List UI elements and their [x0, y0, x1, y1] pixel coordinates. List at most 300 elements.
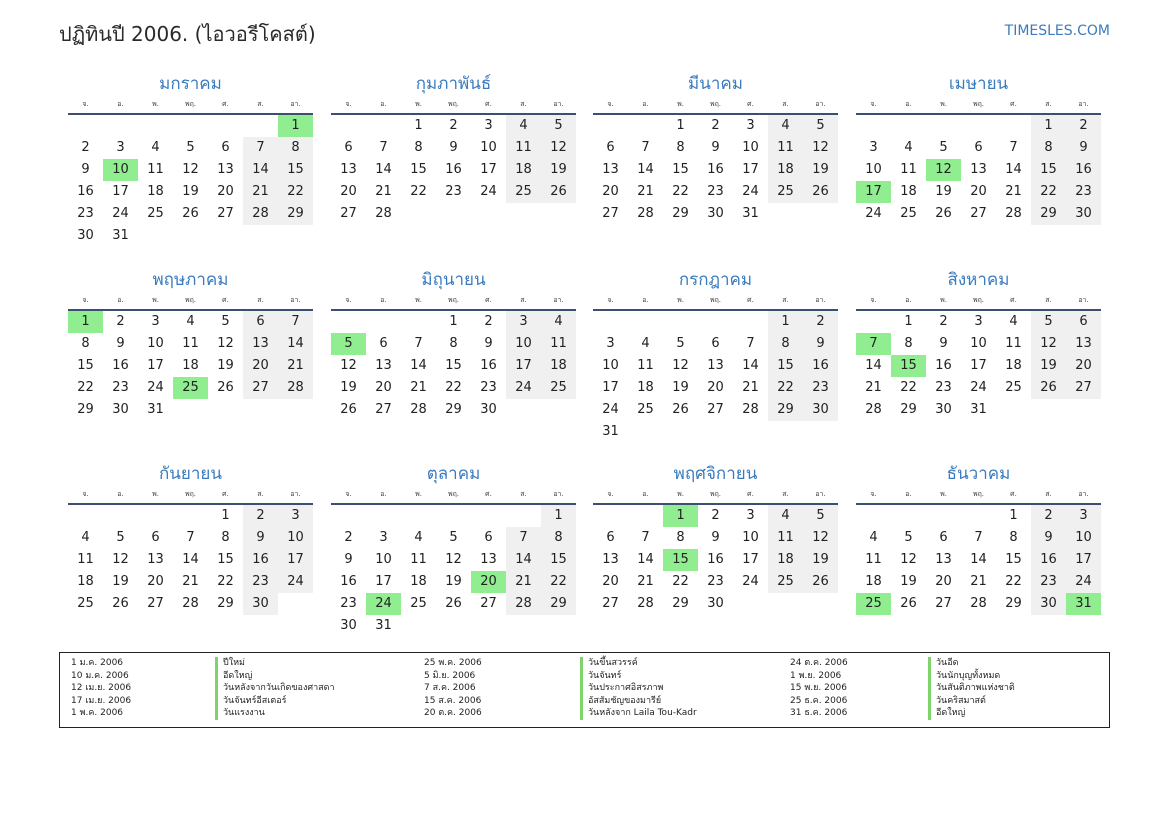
day-cell: 7	[379, 140, 388, 155]
day-cell: 4	[869, 530, 878, 545]
weekday-label: อ.	[380, 100, 387, 108]
empty-cell	[856, 505, 891, 527]
empty-cell	[541, 203, 576, 225]
day-cell: 23	[445, 184, 462, 199]
weekday-label: พ.	[940, 100, 947, 108]
day-grid	[331, 115, 576, 225]
day-cell: 6	[1066, 311, 1101, 333]
empty-cell	[173, 115, 208, 137]
day-cell: 20	[147, 574, 164, 589]
day-cell: 5	[449, 530, 458, 545]
day-cell: 10	[147, 336, 164, 351]
day-cell: 6	[379, 336, 388, 351]
day-cell: 20	[217, 184, 234, 199]
weekday-label: จ.	[870, 490, 877, 498]
weekday-header	[856, 486, 1101, 505]
month-name: มกราคม	[159, 74, 222, 94]
empty-cell	[208, 225, 243, 247]
day-cell: 30	[707, 206, 724, 221]
holiday-name: วันอีด	[928, 657, 1015, 670]
day-cell: 16	[480, 358, 497, 373]
empty-cell	[961, 505, 996, 527]
day-cell: 12	[803, 137, 838, 159]
day-cell: 5	[904, 530, 913, 545]
weekday-label: พ.	[940, 490, 947, 498]
day-cell: 14	[278, 333, 313, 355]
weekday-label: พฤ.	[184, 296, 197, 304]
weekday-label: ศ.	[1010, 490, 1017, 498]
weekday-header	[593, 96, 838, 115]
empty-cell	[768, 593, 803, 615]
day-cell: 19	[803, 159, 838, 181]
weekday-label: อา.	[1078, 296, 1089, 304]
holiday-name: อีดใหญ่	[215, 670, 335, 683]
day-cell: 7	[641, 140, 650, 155]
weekday-label: พฤ.	[184, 490, 197, 498]
holiday-name: วันประกาศอิสรภาพ	[580, 682, 697, 695]
day-cell: 5	[1031, 311, 1066, 333]
empty-cell	[243, 225, 278, 247]
day-cell: 10	[602, 358, 619, 373]
holiday-name-column	[580, 657, 697, 720]
empty-cell	[628, 505, 663, 527]
day-cell: 6	[221, 140, 230, 155]
empty-cell	[768, 203, 803, 225]
day-cell: 24	[112, 206, 129, 221]
weekday-label: พ.	[152, 490, 159, 498]
day-cell: 16	[803, 355, 838, 377]
day-cell: 22	[672, 184, 689, 199]
day-cell: 9	[1066, 137, 1101, 159]
day-cell: 4	[1009, 314, 1018, 329]
day-cell: 28	[278, 377, 313, 399]
day-cell: 13	[602, 552, 619, 567]
day-cell: 5	[803, 115, 838, 137]
page-title: ปฏิทินปี 2006. (ไอวอรีโคสต์)	[59, 22, 316, 46]
weekday-label: อ.	[380, 296, 387, 304]
empty-cell	[856, 115, 891, 137]
day-cell: 30	[1066, 203, 1101, 225]
weekday-label: ศ.	[485, 100, 492, 108]
day-cell: 6	[974, 140, 983, 155]
weekday-label: ส.	[782, 100, 789, 108]
day-cell: 14	[410, 358, 427, 373]
month-block	[856, 268, 1101, 421]
day-cell: 9	[344, 552, 353, 567]
day-cell: 17	[602, 380, 619, 395]
day-cell: 15	[410, 162, 427, 177]
empty-cell	[628, 311, 663, 333]
day-cell: 25	[173, 377, 208, 399]
holiday-date: 12 เม.ย. 2006	[71, 683, 132, 693]
day-cell: 20	[935, 574, 952, 589]
day-cell: 20	[970, 184, 987, 199]
holiday-list	[59, 652, 1110, 728]
empty-cell	[243, 115, 278, 137]
day-cell: 29	[541, 593, 576, 615]
day-cell: 14	[742, 358, 759, 373]
empty-cell	[471, 505, 506, 527]
day-cell: 24	[506, 377, 541, 399]
day-grid	[593, 505, 838, 615]
day-cell: 14	[243, 159, 278, 181]
day-cell: 1	[449, 314, 458, 329]
day-cell: 29	[445, 402, 462, 417]
day-cell: 1	[414, 118, 423, 133]
day-cell: 25	[900, 206, 917, 221]
day-cell: 14	[506, 549, 541, 571]
day-cell: 27	[243, 377, 278, 399]
day-cell: 31	[742, 206, 759, 221]
holiday-name: วันหลังจากวันเกิดของศาสดา	[215, 682, 335, 695]
day-cell: 9	[116, 336, 125, 351]
weekday-header	[856, 292, 1101, 311]
month-block	[856, 72, 1101, 225]
empty-cell	[541, 399, 576, 421]
day-cell: 29	[1005, 596, 1022, 611]
day-cell: 2	[803, 311, 838, 333]
day-cell: 24	[147, 380, 164, 395]
day-cell: 8	[676, 530, 685, 545]
day-cell: 16	[707, 162, 724, 177]
weekday-label: อ.	[905, 100, 912, 108]
day-cell: 2	[344, 530, 353, 545]
day-cell: 13	[243, 333, 278, 355]
holiday-name: วันหลังจาก Laila Tou-Kadr	[580, 707, 697, 720]
day-cell: 10	[375, 552, 392, 567]
day-cell: 17	[278, 549, 313, 571]
empty-cell	[331, 115, 366, 137]
day-cell: 24	[742, 184, 759, 199]
day-cell: 27	[480, 596, 497, 611]
weekday-label: จ.	[607, 490, 614, 498]
day-cell: 3	[151, 314, 160, 329]
empty-cell	[243, 399, 278, 421]
weekday-label: อา.	[1078, 100, 1089, 108]
day-cell: 16	[1031, 549, 1066, 571]
weekday-header	[856, 96, 1101, 115]
weekday-label: อา.	[553, 100, 564, 108]
day-cell: 2	[1066, 115, 1101, 137]
day-cell: 16	[340, 574, 357, 589]
day-cell: 12	[112, 552, 129, 567]
day-cell: 29	[278, 203, 313, 225]
day-cell: 27	[1066, 377, 1101, 399]
day-cell: 16	[1066, 159, 1101, 181]
day-cell: 31	[970, 402, 987, 417]
day-cell: 11	[541, 333, 576, 355]
day-cell: 13	[935, 552, 952, 567]
day-cell: 21	[506, 571, 541, 593]
day-cell: 29	[217, 596, 234, 611]
day-cell: 23	[480, 380, 497, 395]
day-cell: 8	[768, 333, 803, 355]
empty-cell	[803, 203, 838, 225]
day-cell: 22	[445, 380, 462, 395]
weekday-label: พฤ.	[184, 100, 197, 108]
day-cell: 3	[746, 118, 755, 133]
day-cell: 6	[484, 530, 493, 545]
empty-cell	[541, 615, 576, 637]
day-cell: 19	[112, 574, 129, 589]
day-cell: 23	[707, 574, 724, 589]
day-cell: 11	[410, 552, 427, 567]
day-cell: 5	[541, 115, 576, 137]
weekday-label: ส.	[1045, 296, 1052, 304]
day-cell: 10	[1066, 527, 1101, 549]
empty-cell	[436, 505, 471, 527]
day-cell: 2	[484, 314, 493, 329]
month-block	[593, 462, 838, 615]
empty-cell	[628, 421, 663, 443]
month-name: พฤษภาคม	[152, 270, 229, 290]
empty-cell	[506, 505, 541, 527]
day-cell: 21	[243, 181, 278, 203]
day-cell: 17	[1066, 549, 1101, 571]
weekday-label: พฤ.	[972, 296, 985, 304]
day-cell: 27	[217, 206, 234, 221]
day-cell: 4	[151, 140, 160, 155]
day-cell: 1	[1009, 508, 1018, 523]
weekday-label: พ.	[677, 100, 684, 108]
empty-cell	[366, 115, 401, 137]
month-name: เมษายน	[948, 74, 1009, 94]
weekday-label: อ.	[117, 100, 124, 108]
day-cell: 25	[856, 593, 891, 615]
day-cell: 6	[711, 336, 720, 351]
day-cell: 11	[768, 527, 803, 549]
day-cell: 22	[278, 181, 313, 203]
weekday-label: อ.	[117, 296, 124, 304]
day-cell: 12	[541, 137, 576, 159]
day-cell: 15	[278, 159, 313, 181]
day-cell: 13	[602, 162, 619, 177]
day-cell: 23	[112, 380, 129, 395]
day-cell: 10	[480, 140, 497, 155]
empty-cell	[366, 505, 401, 527]
weekday-label: พ.	[415, 490, 422, 498]
holiday-date: 7 ส.ค. 2006	[424, 683, 476, 693]
weekday-label: จ.	[870, 296, 877, 304]
day-cell: 11	[768, 137, 803, 159]
day-cell: 16	[707, 552, 724, 567]
empty-cell	[138, 505, 173, 527]
day-cell: 29	[672, 596, 689, 611]
day-cell: 21	[637, 184, 654, 199]
day-cell: 23	[935, 380, 952, 395]
day-cell: 18	[541, 355, 576, 377]
month-block	[593, 268, 838, 443]
day-cell: 10	[742, 530, 759, 545]
day-grid	[593, 311, 838, 443]
day-cell: 17	[480, 162, 497, 177]
day-cell: 16	[112, 358, 129, 373]
weekday-label: อา.	[290, 490, 301, 498]
day-cell: 17	[742, 552, 759, 567]
empty-cell	[278, 225, 313, 247]
weekday-label: อา.	[290, 296, 301, 304]
day-cell: 19	[1031, 355, 1066, 377]
day-cell: 12	[182, 162, 199, 177]
day-cell: 16	[243, 549, 278, 571]
day-cell: 24	[278, 571, 313, 593]
day-cell: 23	[77, 206, 94, 221]
day-cell: 4	[186, 314, 195, 329]
holiday-name: วันสันติภาพแห่งชาติ	[928, 682, 1015, 695]
day-cell: 5	[116, 530, 125, 545]
day-cell: 1	[541, 505, 576, 527]
day-cell: 25	[506, 181, 541, 203]
day-cell: 13	[970, 162, 987, 177]
weekday-label: อ.	[380, 490, 387, 498]
day-cell: 3	[606, 336, 615, 351]
day-cell: 26	[935, 206, 952, 221]
empty-cell	[593, 505, 628, 527]
day-cell: 10	[865, 162, 882, 177]
day-cell: 24	[742, 574, 759, 589]
day-cell: 30	[707, 596, 724, 611]
day-cell: 26	[340, 402, 357, 417]
day-cell: 8	[904, 336, 913, 351]
day-cell: 28	[742, 402, 759, 417]
holiday-name: วันจันทร์อีสเตอร์	[215, 695, 335, 708]
day-cell: 6	[606, 140, 615, 155]
day-cell: 18	[768, 549, 803, 571]
empty-cell	[663, 421, 698, 443]
day-cell: 4	[541, 311, 576, 333]
holiday-name: วันขึ้นสวรรค์	[580, 657, 697, 670]
holiday-date: 5 มิ.ย. 2006	[424, 670, 476, 681]
day-cell: 12	[217, 336, 234, 351]
day-cell: 26	[445, 596, 462, 611]
day-cell: 13	[340, 162, 357, 177]
empty-cell	[856, 311, 891, 333]
empty-cell	[506, 203, 541, 225]
weekday-label: จ.	[607, 296, 614, 304]
day-cell: 26	[803, 571, 838, 593]
empty-cell	[593, 311, 628, 333]
day-cell: 4	[641, 336, 650, 351]
day-cell: 19	[217, 358, 234, 373]
holiday-date: 10 ม.ค. 2006	[71, 670, 129, 681]
holiday-name: อัสสัมชัญของมารีย์	[580, 695, 697, 708]
empty-cell	[698, 311, 733, 333]
weekday-label: อ.	[117, 490, 124, 498]
day-cell: 25	[768, 181, 803, 203]
holiday-date: 25 พ.ค. 2006	[424, 658, 482, 668]
day-cell: 31	[602, 424, 619, 439]
day-cell: 27	[340, 206, 357, 221]
holiday-date-column	[424, 657, 482, 720]
day-cell: 31	[112, 228, 129, 243]
day-cell: 21	[742, 380, 759, 395]
day-cell: 11	[637, 358, 654, 373]
weekday-label: อา.	[815, 490, 826, 498]
day-cell: 10	[278, 527, 313, 549]
day-cell: 11	[900, 162, 917, 177]
day-cell: 2	[449, 118, 458, 133]
day-cell: 22	[672, 574, 689, 589]
day-cell: 13	[1066, 333, 1101, 355]
day-cell: 18	[182, 358, 199, 373]
day-cell: 18	[1005, 358, 1022, 373]
day-cell: 1	[904, 314, 913, 329]
day-cell: 26	[900, 596, 917, 611]
day-cell: 6	[606, 530, 615, 545]
day-cell: 20	[243, 355, 278, 377]
day-cell: 22	[541, 571, 576, 593]
day-cell: 2	[243, 505, 278, 527]
day-cell: 8	[541, 527, 576, 549]
holiday-date: 31 ธ.ค. 2006	[790, 708, 848, 718]
day-cell: 30	[243, 593, 278, 615]
empty-cell	[173, 399, 208, 421]
day-cell: 25	[1005, 380, 1022, 395]
day-cell: 4	[81, 530, 90, 545]
day-cell: 11	[147, 162, 164, 177]
empty-cell	[278, 399, 313, 421]
empty-cell	[506, 399, 541, 421]
day-cell: 3	[746, 508, 755, 523]
day-cell: 20	[1066, 355, 1101, 377]
empty-cell	[698, 421, 733, 443]
day-cell: 16	[935, 358, 952, 373]
day-cell: 24	[480, 184, 497, 199]
site-link[interactable]: TIMESLES.COM	[1004, 23, 1110, 39]
month-block	[68, 72, 313, 247]
day-cell: 5	[221, 314, 230, 329]
day-cell: 7	[641, 530, 650, 545]
day-cell: 20	[471, 571, 506, 593]
day-cell: 7	[186, 530, 195, 545]
day-cell: 28	[970, 596, 987, 611]
day-cell: 26	[112, 596, 129, 611]
day-cell: 18	[147, 184, 164, 199]
month-block	[331, 268, 576, 421]
weekday-label: พฤ.	[709, 296, 722, 304]
holiday-name-column	[928, 657, 1015, 720]
day-cell: 6	[939, 530, 948, 545]
holiday-name: วันคริสมาสต์	[928, 695, 1015, 708]
day-cell: 13	[375, 358, 392, 373]
empty-cell	[926, 505, 961, 527]
weekday-header	[68, 486, 313, 505]
day-cell: 15	[891, 355, 926, 377]
empty-cell	[436, 615, 471, 637]
empty-cell	[891, 505, 926, 527]
day-cell: 5	[939, 140, 948, 155]
holiday-name-column	[215, 657, 335, 720]
day-cell: 9	[484, 336, 493, 351]
day-cell: 25	[147, 206, 164, 221]
day-cell: 1	[68, 311, 103, 333]
empty-cell	[733, 421, 768, 443]
day-cell: 10	[742, 140, 759, 155]
day-cell: 27	[935, 596, 952, 611]
day-cell: 17	[147, 358, 164, 373]
day-cell: 26	[541, 181, 576, 203]
weekday-label: พ.	[152, 100, 159, 108]
day-cell: 19	[935, 184, 952, 199]
weekday-label: จ.	[345, 490, 352, 498]
weekday-label: พ.	[415, 296, 422, 304]
weekday-label: พฤ.	[447, 490, 460, 498]
weekday-label: จ.	[82, 100, 89, 108]
day-cell: 26	[182, 206, 199, 221]
day-cell: 15	[663, 549, 698, 571]
day-cell: 23	[243, 571, 278, 593]
day-cell: 22	[410, 184, 427, 199]
